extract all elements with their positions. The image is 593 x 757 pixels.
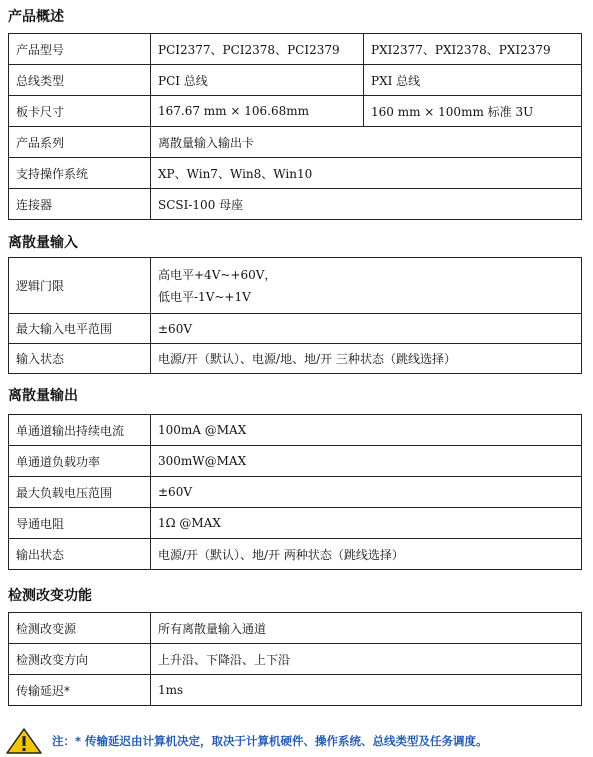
section-title-product-overview: 产品概述 — [8, 9, 64, 25]
value-line-1: 高电平+4V~+60V， — [158, 267, 277, 282]
table-row — [9, 508, 582, 539]
value-line-2: 低电平-1V~+1V — [158, 289, 251, 304]
table-row — [9, 65, 582, 96]
discrete-output-table — [8, 414, 582, 570]
pxi-value: PXI2377、PXI2378、PXI2379 — [364, 34, 582, 65]
row-value: 所有离散量输入通道 — [151, 613, 582, 644]
row-value: 300mW@MAX — [151, 446, 582, 477]
row-label: 最大负载电压范围 — [9, 477, 151, 508]
row-label: 检测改变方向 — [9, 644, 151, 675]
row-value — [151, 258, 582, 314]
row-value: 1Ω @MAX — [151, 508, 582, 539]
table-row — [9, 644, 582, 675]
table-row — [9, 258, 582, 314]
section-title-change-detection: 检测改变功能 — [8, 588, 92, 604]
row-value: ±60V — [151, 314, 582, 344]
row-label: 传输延迟* — [9, 675, 151, 706]
footnote-text: 注：* 传输延迟由计算机决定，取决于计算机硬件、操作系统、总线类型及任务调度。 — [52, 734, 488, 748]
pxi-value: 160 mm × 100mm 标准 3U — [364, 96, 582, 127]
table-row — [9, 127, 582, 158]
product-overview-table — [8, 33, 582, 220]
row-label: 总线类型 — [9, 65, 151, 96]
row-label: 输出状态 — [9, 539, 151, 570]
row-value: 100mA @MAX — [151, 415, 582, 446]
row-label: 单通道负载功率 — [9, 446, 151, 477]
table-row — [9, 675, 582, 706]
table-row — [9, 539, 582, 570]
row-label: 单通道输出持续电流 — [9, 415, 151, 446]
row-value: 上升沿、下降沿、上下沿 — [151, 644, 582, 675]
row-label: 逻辑门限 — [9, 258, 151, 314]
table-row — [9, 314, 582, 344]
table-row — [9, 415, 582, 446]
table-row — [9, 446, 582, 477]
section-title-discrete-input: 离散量输入 — [8, 235, 78, 251]
table-row — [9, 189, 582, 220]
table-row — [9, 96, 582, 127]
row-value: SCSI-100 母座 — [151, 189, 582, 220]
footnote — [6, 728, 591, 754]
row-value: 电源/开（默认）、地/开 两种状态（跳线选择） — [151, 539, 582, 570]
row-label: 最大输入电平范围 — [9, 314, 151, 344]
pci-value: PCI2377、PCI2378、PCI2379 — [151, 34, 364, 65]
row-value: 1ms — [151, 675, 582, 706]
row-value: 离散量输入输出卡 — [151, 127, 582, 158]
row-label: 导通电阻 — [9, 508, 151, 539]
discrete-input-table — [8, 257, 582, 374]
pci-value: 167.67 mm × 106.68mm — [151, 96, 364, 127]
section-title-discrete-output: 离散量输出 — [8, 388, 78, 404]
table-row — [9, 477, 582, 508]
table-row — [9, 34, 582, 65]
row-label: 连接器 — [9, 189, 151, 220]
change-detection-table — [8, 612, 582, 706]
row-label: 板卡尺寸 — [9, 96, 151, 127]
row-label: 产品系列 — [9, 127, 151, 158]
row-label: 检测改变源 — [9, 613, 151, 644]
row-label: 支持操作系统 — [9, 158, 151, 189]
warning-icon — [6, 728, 42, 754]
row-value: XP、Win7、Win8、Win10 — [151, 158, 582, 189]
pci-value: PCI 总线 — [151, 65, 364, 96]
row-label: 产品型号 — [9, 34, 151, 65]
table-row — [9, 613, 582, 644]
table-row — [9, 344, 582, 374]
pxi-value: PXI 总线 — [364, 65, 582, 96]
row-label: 输入状态 — [9, 344, 151, 374]
table-row — [9, 158, 582, 189]
row-value: ±60V — [151, 477, 582, 508]
row-value: 电源/开（默认）、电源/地、地/开 三种状态（跳线选择） — [151, 344, 582, 374]
